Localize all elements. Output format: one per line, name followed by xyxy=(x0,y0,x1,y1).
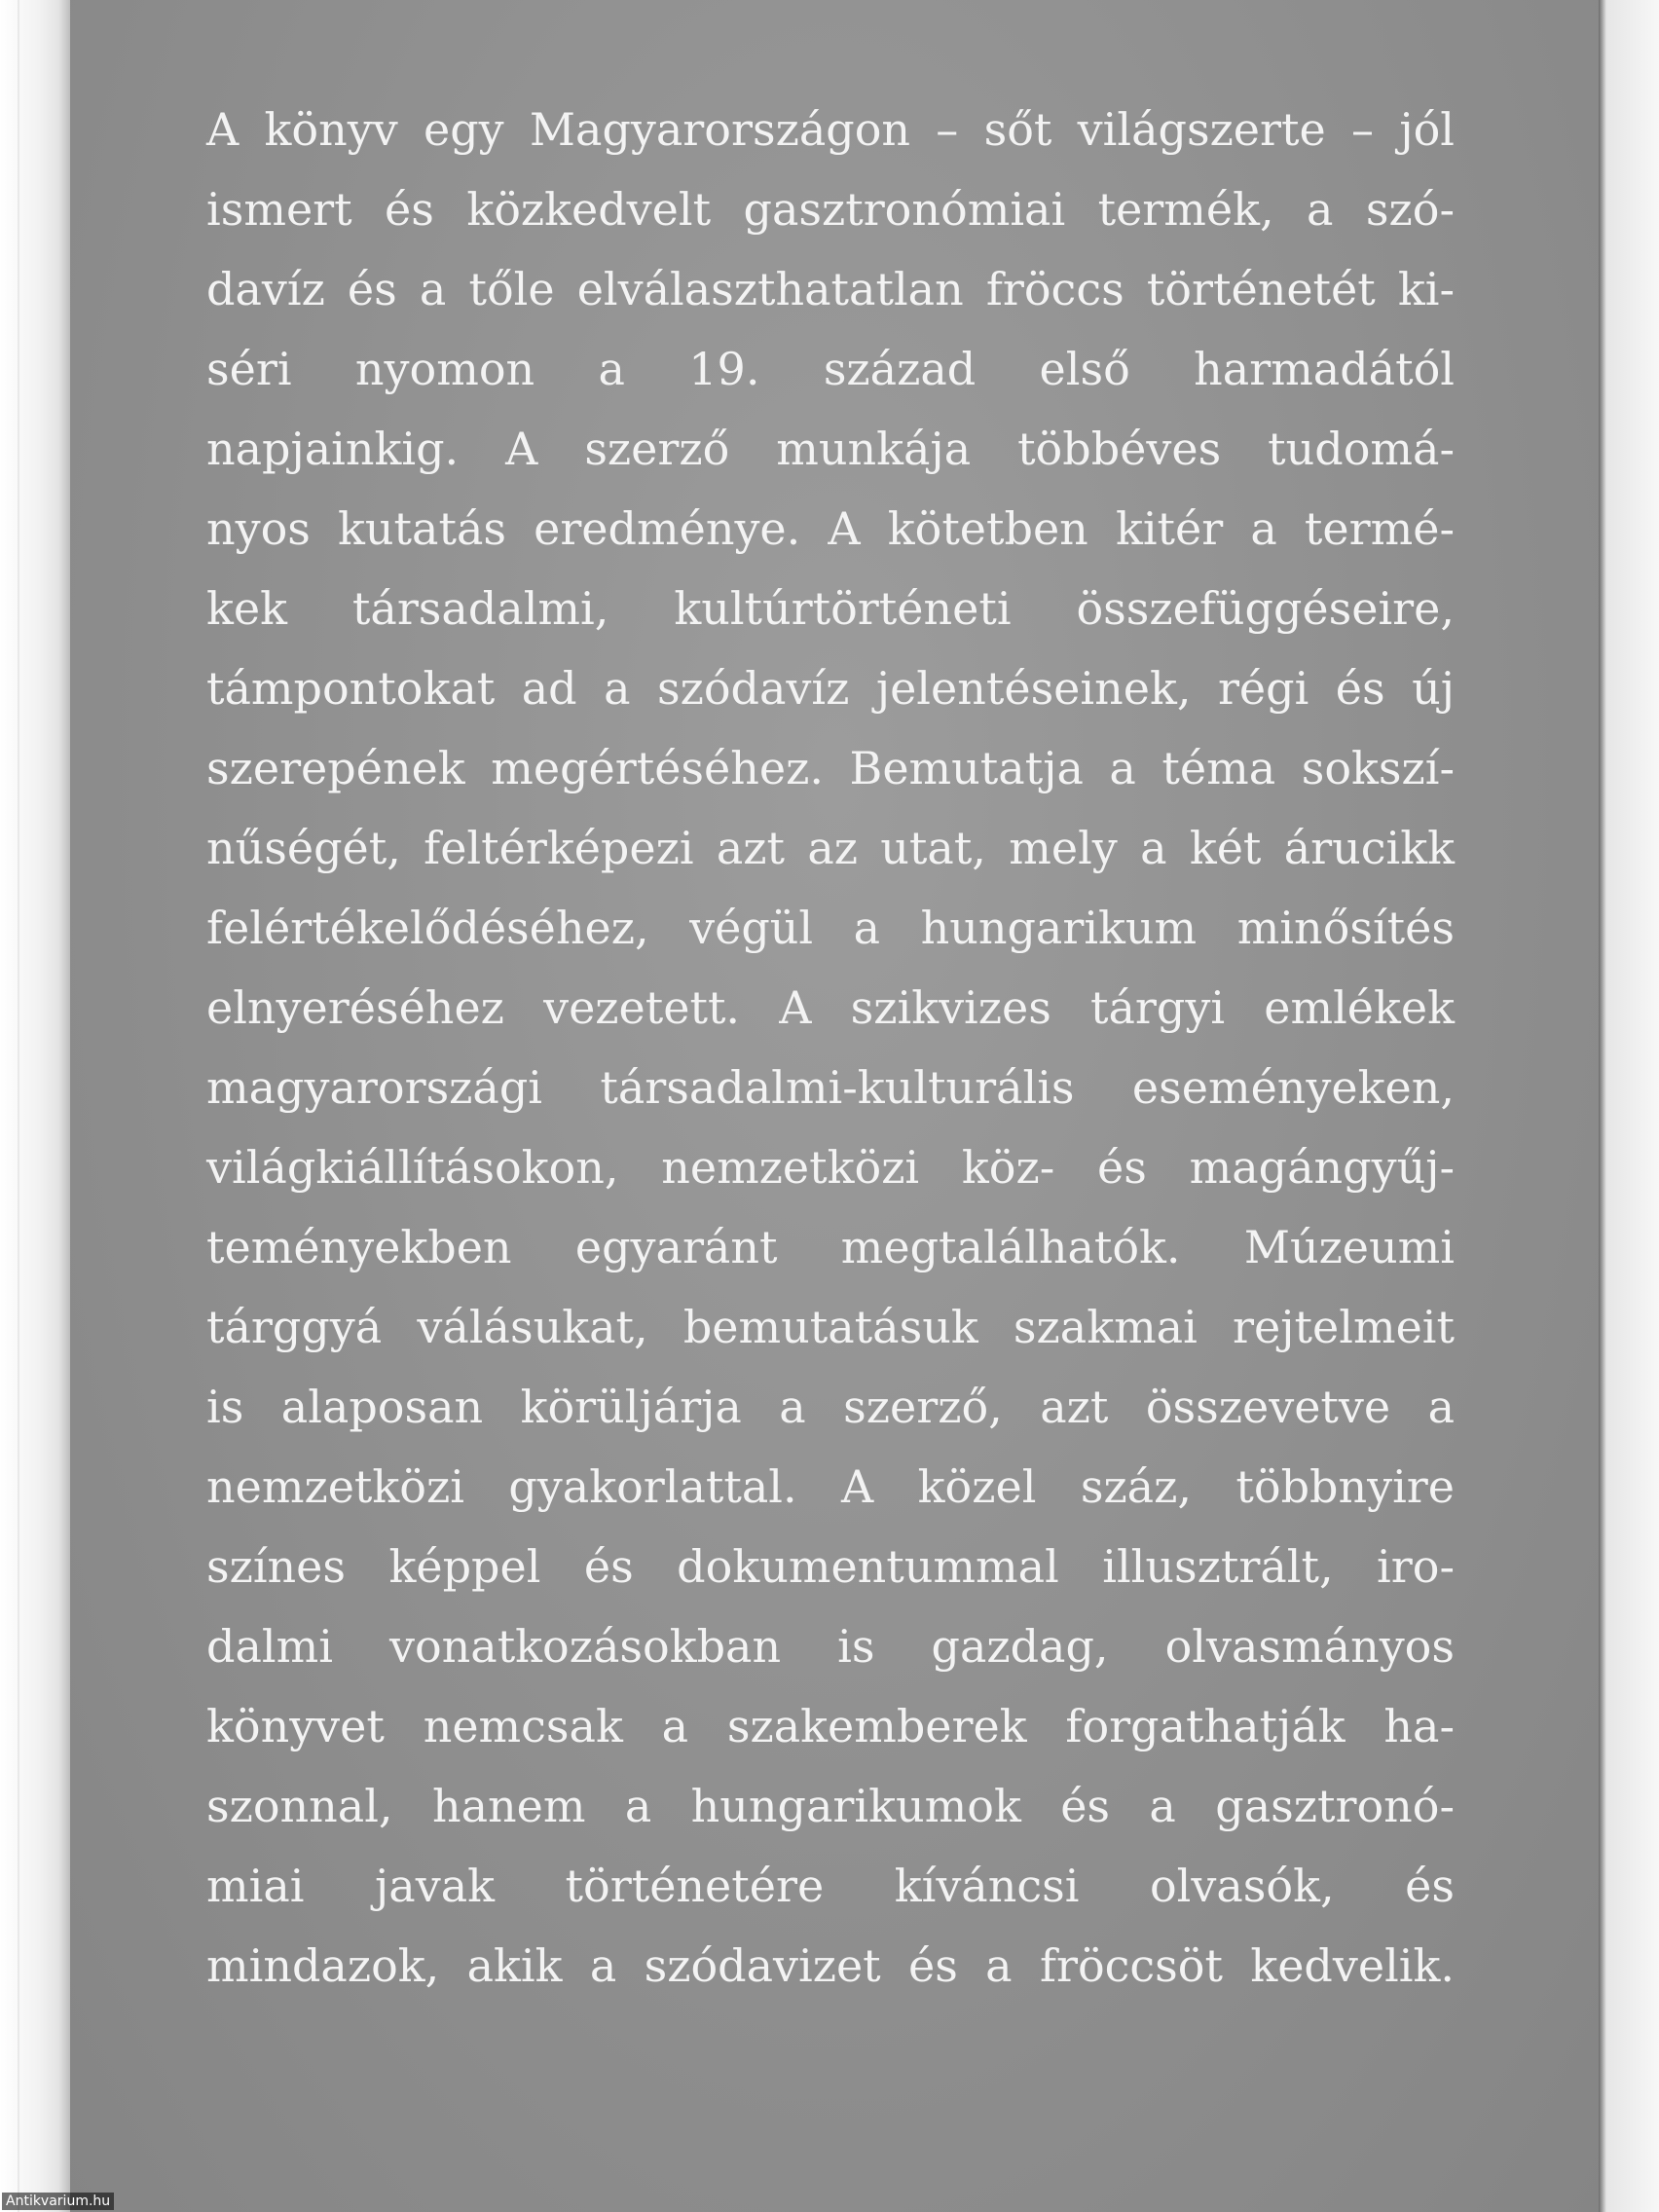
site-watermark: Antikvarium.hu xyxy=(2,2193,114,2210)
blurb-line: nyos kutatás eredménye. A kötetben kitér a termé- xyxy=(206,502,1455,555)
blurb-line: színes képpel és dokumentummal illusztrált, iro- xyxy=(206,1540,1455,1593)
blurb-line: nemzetközi gyakorlattal. A közel száz, többnyire xyxy=(206,1460,1455,1513)
blurb-line: elnyeréséhez vezetett. A szikvizes tárgyi emlékek xyxy=(206,981,1455,1034)
blurb-line: támpontokat ad a szódavíz jelentéseinek, régi és új xyxy=(206,662,1455,715)
blurb-line: A könyv egy Magyarországon – sőt világszerte – jól xyxy=(206,103,1455,156)
blurb-line: ismert és közkedvelt gasztronómiai termék, a szó- xyxy=(206,183,1455,236)
cover-right-edge xyxy=(1599,0,1659,2212)
blurb-line: miai javak történetére kíváncsi olvasók, és xyxy=(206,1860,1455,1912)
blurb-line: magyarországi társadalmi-kulturális eseményeken, xyxy=(206,1061,1455,1114)
blurb-line: teményekben egyaránt megtalálhatók. Múzeumi xyxy=(206,1221,1455,1273)
blurb-line: napjainkig. A szerző munkája többéves tudomá- xyxy=(206,423,1455,475)
blurb-line: is alaposan körüljárja a szerző, azt összevetve a xyxy=(206,1381,1455,1433)
blurb-line: szonnal, hanem a hungarikumok és a gasztronó- xyxy=(206,1780,1455,1832)
page-edge-line xyxy=(18,0,19,2212)
blurb-line: nűségét, feltérképezi azt az utat, mely a két árucikk xyxy=(206,822,1455,874)
blurb-line: dalmi vonatkozásokban is gazdag, olvasmányos xyxy=(206,1620,1455,1673)
blurb-line: szerepének megértéséhez. Bemutatja a téma sokszí- xyxy=(206,742,1455,794)
blurb-line: tárggyá válásukat, bemutatásuk szakmai rejtelmeit xyxy=(206,1301,1455,1353)
blurb-line: könyvet nemcsak a szakemberek forgathatják ha- xyxy=(206,1700,1455,1752)
blurb-line: séri nyomon a 19. század első harmadától xyxy=(206,343,1455,395)
blurb-line: davíz és a tőle elválaszthatatlan fröccs történetét ki- xyxy=(206,263,1455,315)
blurb-line: világkiállításokon, nemzetközi köz- és magángyűj- xyxy=(206,1141,1455,1194)
book-blurb xyxy=(206,90,1455,2006)
blurb-line: mindazok, akik a szódavizet és a fröccsöt kedvelik. xyxy=(206,1939,1455,1992)
blurb-line: kek társadalmi, kultúrtörténeti összefüggéseire, xyxy=(206,582,1455,635)
blurb-line: felértékelődéséhez, végül a hungarikum minősítés xyxy=(206,902,1455,954)
page-edge xyxy=(0,0,70,2212)
